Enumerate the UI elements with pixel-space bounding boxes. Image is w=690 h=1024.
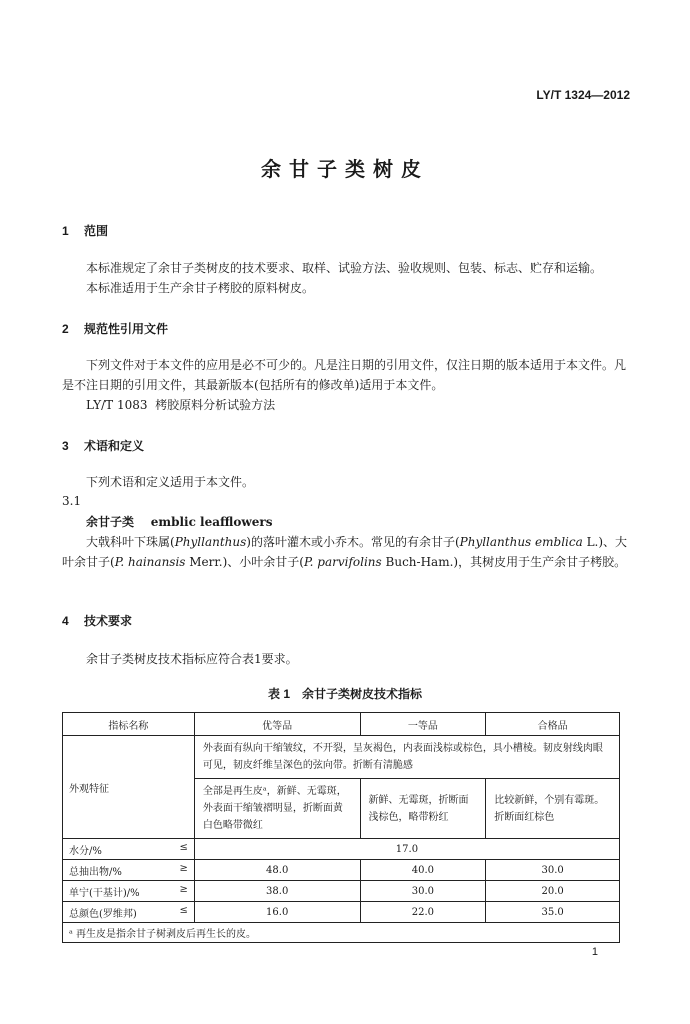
header-first-grade: 一等品: [360, 713, 486, 736]
header-premium: 优等品: [194, 713, 360, 736]
value-first-grade: 40.0: [360, 860, 486, 881]
section-title: 术语和定义: [84, 439, 145, 453]
specification-table: [62, 712, 620, 943]
latin-name: Phyllanthus: [174, 535, 247, 549]
indicator-name: 总抽出物/%: [69, 866, 122, 878]
section-title: 范围: [84, 224, 109, 238]
reference-code: LY/T 1083: [86, 398, 148, 412]
table-row: [63, 860, 620, 881]
section-number: 2: [62, 322, 69, 336]
table-row: [63, 839, 620, 860]
latin-name: P. hainansis: [114, 555, 186, 569]
section-4-paragraph-1: 余甘子类树皮技术指标应符合表1要求。: [86, 652, 298, 666]
comparator: ≤: [179, 904, 188, 916]
value-shared: 17.0: [194, 839, 619, 860]
standard-number: LY/T 1324—2012: [536, 88, 630, 102]
table-row: [63, 736, 620, 779]
value-premium: 38.0: [194, 881, 360, 902]
indicator-cell: [63, 881, 195, 902]
definition-text: Merr.)、小叶余甘子(: [185, 555, 304, 569]
comparator: ≤: [179, 841, 188, 853]
section-1-paragraph-1: 本标准规定了余甘子类树皮的技术要求、取样、试验方法、验收规则、包装、标志、贮存和运输。: [86, 261, 603, 275]
section-2-paragraph-1: 下列文件对于本文件的应用是必不可少的。凡是注日期的引用文件，仅注日期的版本适用于本文件。凡是不注日期的引用文件，其最新版本(包括所有的修改单)适用于本文件。: [62, 358, 627, 392]
section-number: 1: [62, 224, 69, 238]
section-title: 技术要求: [84, 614, 133, 628]
value-premium: 48.0: [194, 860, 360, 881]
indicator-name: 水分/%: [69, 845, 102, 857]
table-row: [63, 881, 620, 902]
reference-title: 栲胶原料分析试验方法: [155, 398, 276, 412]
value-premium: 16.0: [194, 902, 360, 923]
section-4-heading: [62, 612, 132, 629]
appearance-label: 外观特征: [63, 736, 195, 839]
table-header-row: [63, 713, 620, 736]
indicator-cell: [63, 860, 195, 881]
table-caption: 表 1 余甘子类树皮技术指标: [267, 687, 422, 701]
latin-name: P. parvifolins: [304, 555, 382, 569]
term-english: emblic leafflowers: [150, 515, 273, 529]
term-chinese: 余甘子类: [86, 515, 135, 529]
appearance-premium: 全部是再生皮ᵃ，新鲜、无霉斑，外表面干缩皱褶明显，折断面黄白色略带微红: [194, 779, 360, 839]
value-first-grade: 30.0: [360, 881, 486, 902]
section-1-paragraph-2: 本标准适用于生产余甘子栲胶的原料树皮。: [86, 281, 315, 295]
header-qualified: 合格品: [486, 713, 620, 736]
comparator: ≥: [179, 862, 188, 874]
table-footnote: ᵃ 再生皮是指余甘子树剥皮后再生长的皮。: [63, 923, 620, 943]
subsection-number: 3.1: [62, 494, 82, 508]
table-row: [63, 902, 620, 923]
section-3-paragraph-1: 下列术语和定义适用于本文件。: [86, 475, 255, 489]
value-first-grade: 22.0: [360, 902, 486, 923]
page-number: 1: [591, 946, 598, 958]
latin-name: Phyllanthus emblica: [459, 535, 583, 549]
definition-text: )的落叶灌木或小乔木。常见的有余甘子(: [246, 535, 460, 549]
indicator-name: 总颜色(罗维邦): [69, 908, 137, 920]
section-2-heading: [62, 320, 168, 337]
value-qualified: 30.0: [486, 860, 620, 881]
definition-text: 大戟科叶下珠属(: [86, 535, 175, 549]
comparator: ≥: [179, 883, 188, 895]
document-title: 余甘子类树皮: [261, 157, 429, 181]
indicator-cell: [63, 902, 195, 923]
appearance-first-grade: 新鲜、无霉斑，折断面浅棕色，略带粉红: [360, 779, 486, 839]
section-number: 3: [62, 439, 69, 453]
normative-reference: [62, 395, 634, 415]
definition-text: Buch-Ham.)，其树皮用于生产余甘子栲胶。: [381, 555, 627, 569]
indicator-cell: [63, 839, 195, 860]
term-definition: [62, 532, 634, 572]
table-footnote-row: [63, 923, 620, 943]
value-qualified: 35.0: [486, 902, 620, 923]
section-1-heading: [62, 222, 108, 239]
value-qualified: 20.0: [486, 881, 620, 902]
section-title: 规范性引用文件: [84, 322, 169, 336]
term-entry: [86, 513, 272, 530]
section-number: 4: [62, 614, 69, 628]
section-3-heading: [62, 437, 144, 454]
appearance-qualified: 比较新鲜，个别有霉斑。折断面红棕色: [486, 779, 620, 839]
header-indicator: 指标名称: [63, 713, 195, 736]
indicator-name: 单宁(干基计)/%: [69, 887, 140, 899]
definition-text: L.)、大叶余甘子(: [62, 535, 628, 569]
appearance-common: 外表面有纵向干缩皱纹，不开裂，呈灰褐色，内表面浅棕或棕色，具小槽棱。韧皮射线肉眼可见，韧皮纤维呈深色的弦向带。折断有清脆感: [194, 736, 619, 779]
